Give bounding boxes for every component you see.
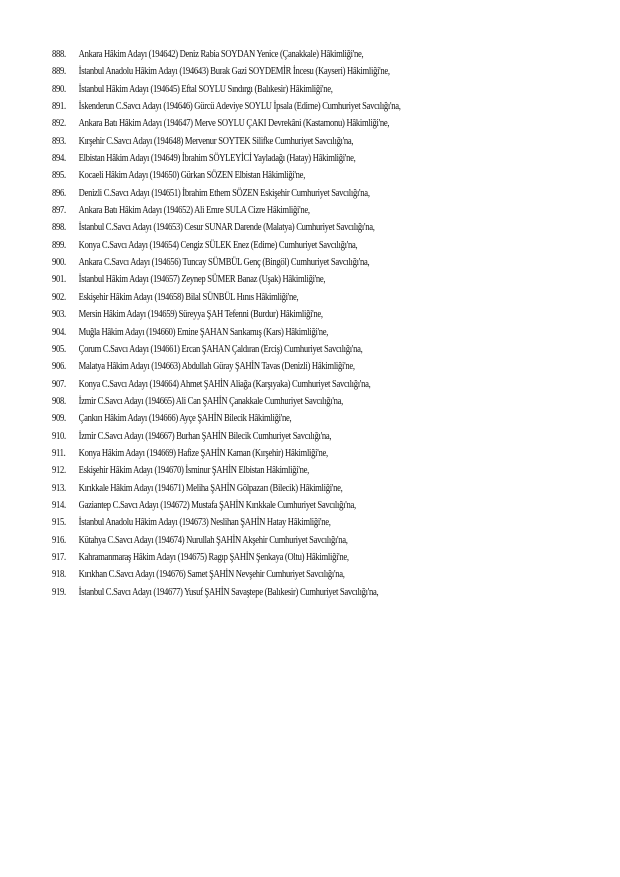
item-number: 910. <box>52 430 66 442</box>
list-item <box>52 309 534 326</box>
item-text: Kocaeli Hâkim Adayı (194650) Gürkan SÖZEN Elbistan Hâkimliği'ne, <box>78 170 306 182</box>
item-number: 918. <box>52 569 66 581</box>
item-text: İzmir C.Savcı Adayı (194665) Ali Can ŞAHİN Çanakkale Cumhuriyet Savcılığı'na, <box>78 395 343 407</box>
list-item <box>52 552 534 569</box>
item-number: 915. <box>52 517 66 529</box>
list-item <box>52 136 534 153</box>
item-number: 917. <box>52 551 66 563</box>
item-number: 906. <box>52 361 66 373</box>
item-text: Muğla Hâkim Adayı (194660) Emine ŞAHAN Sarıkamış (Kars) Hâkimliği'ne, <box>78 326 329 338</box>
list-item <box>52 587 534 604</box>
item-number: 899. <box>52 239 66 251</box>
item-text: Gaziantep C.Savcı Adayı (194672) Mustafa ŞAHİN Kırıkkale Cumhuriyet Savcılığı'na, <box>78 499 356 511</box>
list-item <box>52 292 534 309</box>
item-text: Ankara Batı Hâkim Adayı (194652) Ali Emre SULA Cizre Hâkimliği'ne, <box>78 205 310 217</box>
item-text: Ankara Batı Hâkim Adayı (194647) Merve SOYLU ÇAKI Devrekâni (Kastamonu) Hâkimliği'ne, <box>78 118 390 130</box>
item-number: 903. <box>52 309 66 321</box>
item-number: 894. <box>52 153 66 165</box>
list-item <box>52 327 534 344</box>
item-number: 907. <box>52 378 66 390</box>
item-text: Elbistan Hâkim Adayı (194649) İbrahim SÖYLEYİCİ Yayladağı (Hatay) Hâkimliği'ne, <box>78 153 356 165</box>
item-number: 905. <box>52 343 66 355</box>
item-text: İzmir C.Savcı Adayı (194667) Burhan ŞAHİN Bilecik Cumhuriyet Savcılığı'na, <box>78 430 332 442</box>
list-item <box>52 170 534 187</box>
item-text: İstanbul Hâkim Adayı (194657) Zeynep SÜMER Banaz (Uşak) Hâkimliği'ne, <box>78 274 326 286</box>
item-number: 898. <box>52 222 66 234</box>
list-item <box>52 153 534 170</box>
item-text: Konya Hâkim Adayı (194669) Hafize ŞAHİN Kaman (Kırşehir) Hâkimliği'ne, <box>78 447 328 459</box>
item-number: 891. <box>52 101 66 113</box>
list-item <box>52 569 534 586</box>
item-number: 902. <box>52 291 66 303</box>
list-item <box>52 205 534 222</box>
list-item <box>52 84 534 101</box>
item-text: Mersin Hâkim Adayı (194659) Süreyya ŞAH Tefenni (Burdur) Hâkimliği'ne, <box>78 309 323 321</box>
item-text: Malatya Hâkim Adayı (194663) Abdullah Güray ŞAHİN Tavas (Denizli) Hâkimliği'ne, <box>78 361 355 373</box>
list-item <box>52 66 534 83</box>
item-text: İstanbul Anadolu Hâkim Adayı (194673) Neslihan ŞAHİN Hatay Hâkimliği'ne, <box>78 517 331 529</box>
item-text: Ankara Hâkim Adayı (194642) Deniz Rabia SOYDAN Yenice (Çanakkale) Hâkimliği'ne, <box>78 49 364 60</box>
list-item <box>52 49 534 66</box>
item-number: 895. <box>52 170 66 182</box>
item-number: 911. <box>52 447 66 459</box>
list-item <box>52 448 534 465</box>
item-number: 889. <box>52 66 66 78</box>
list-item <box>52 188 534 205</box>
item-text: Eskişehir Hâkim Adayı (194670) İsminur ŞAHİN Elbistan Hâkimliği'ne, <box>78 465 309 477</box>
item-number: 888. <box>52 49 66 60</box>
list-item <box>52 274 534 291</box>
list-item <box>52 500 534 517</box>
item-number: 913. <box>52 482 66 494</box>
list-item <box>52 240 534 257</box>
list-item <box>52 344 534 361</box>
list-item <box>52 483 534 500</box>
item-number: 896. <box>52 187 66 199</box>
list-item <box>52 257 534 274</box>
item-text: Kütahya C.Savcı Adayı (194674) Nurullah ŞAHİN Akşehir Cumhuriyet Savcılığı'na, <box>78 534 348 546</box>
item-number: 916. <box>52 534 66 546</box>
list-item <box>52 535 534 552</box>
item-text: Çankırı Hâkim Adayı (194666) Ayçe ŞAHİN Bilecik Hâkimliği'ne, <box>78 413 292 425</box>
item-number: 919. <box>52 586 66 598</box>
item-number: 912. <box>52 465 66 477</box>
list-item <box>52 379 534 396</box>
item-number: 892. <box>52 118 66 130</box>
item-text: Eskişehir Hâkim Adayı (194658) Bilal SÜNBÜL Hınıs Hâkimliği'ne, <box>78 291 299 303</box>
item-number: 909. <box>52 413 66 425</box>
item-number: 904. <box>52 326 66 338</box>
item-text: Konya C.Savcı Adayı (194654) Cengiz SÜLEK Enez (Edirne) Cumhuriyet Savcılığı'na, <box>78 239 358 251</box>
list-item <box>52 413 534 430</box>
list-item <box>52 118 534 135</box>
item-text: İstanbul C.Savcı Adayı (194653) Cesur SUNAR Darende (Malatya) Cumhuriyet Savcılığı'na, <box>78 222 375 234</box>
item-text: Denizli C.Savcı Adayı (194651) İbrahim Ethem SÖZEN Eskişehir Cumhuriyet Savcılığı'na, <box>78 187 370 199</box>
item-text: İstanbul Hâkim Adayı (194645) Eftal SOYLU Sındırgı (Balıkesir) Hâkimliği'ne, <box>78 83 333 95</box>
item-text: İstanbul Anadolu Hâkim Adayı (194643) Burak Gazi SOYDEMİR İncesu (Kayseri) Hâkimliği'ne, <box>78 66 390 78</box>
item-text: Kahramanmaraş Hâkim Adayı (194675) Ragıp ŞAHİN Şenkaya (Oltu) Hâkimliği'ne, <box>78 551 349 563</box>
item-text: İstanbul C.Savcı Adayı (194677) Yusuf ŞAHİN Savaştepe (Balıkesir) Cumhuriyet Savcılığı'na, <box>78 586 379 598</box>
item-text: Çorum C.Savcı Adayı (194661) Ercan ŞAHAN Çaldıran (Erciş) Cumhuriyet Savcılığı'na, <box>78 343 363 355</box>
item-text: Ankara C.Savcı Adayı (194656) Tuncay SÜMBÜL Genç (Bingöl) Cumhuriyet Savcılığı'na, <box>78 257 370 269</box>
item-text: Kırşehir C.Savcı Adayı (194648) Mervenur SOYTEK Silifke Cumhuriyet Savcılığı'na, <box>78 135 354 147</box>
item-number: 914. <box>52 499 66 511</box>
list-item <box>52 101 534 118</box>
item-number: 908. <box>52 395 66 407</box>
item-text: Kırıkhan C.Savcı Adayı (194676) Samet ŞAHİN Nevşehir Cumhuriyet Savcılığı'na, <box>78 569 345 581</box>
list-item <box>52 431 534 448</box>
item-number: 897. <box>52 205 66 217</box>
list-item <box>52 517 534 534</box>
item-text: İskenderun C.Savcı Adayı (194646) Gürcü Adeviye SOYLU İpsala (Edirne) Cumhuriyet Savcılığı'na, <box>78 101 401 113</box>
item-text: Konya C.Savcı Adayı (194664) Ahmet ŞAHİN Aliağa (Karşıyaka) Cumhuriyet Savcılığı'na, <box>78 378 371 390</box>
item-number: 893. <box>52 135 66 147</box>
item-number: 890. <box>52 83 66 95</box>
appointment-list <box>52 49 612 604</box>
list-item <box>52 465 534 482</box>
item-text: Kırıkkale Hâkim Adayı (194671) Meliha ŞAHİN Gölpazarı (Bilecik) Hâkimliği'ne, <box>78 482 343 494</box>
list-item <box>52 396 534 413</box>
list-item <box>52 222 534 239</box>
item-number: 900. <box>52 257 66 269</box>
item-number: 901. <box>52 274 66 286</box>
list-item <box>52 361 534 378</box>
